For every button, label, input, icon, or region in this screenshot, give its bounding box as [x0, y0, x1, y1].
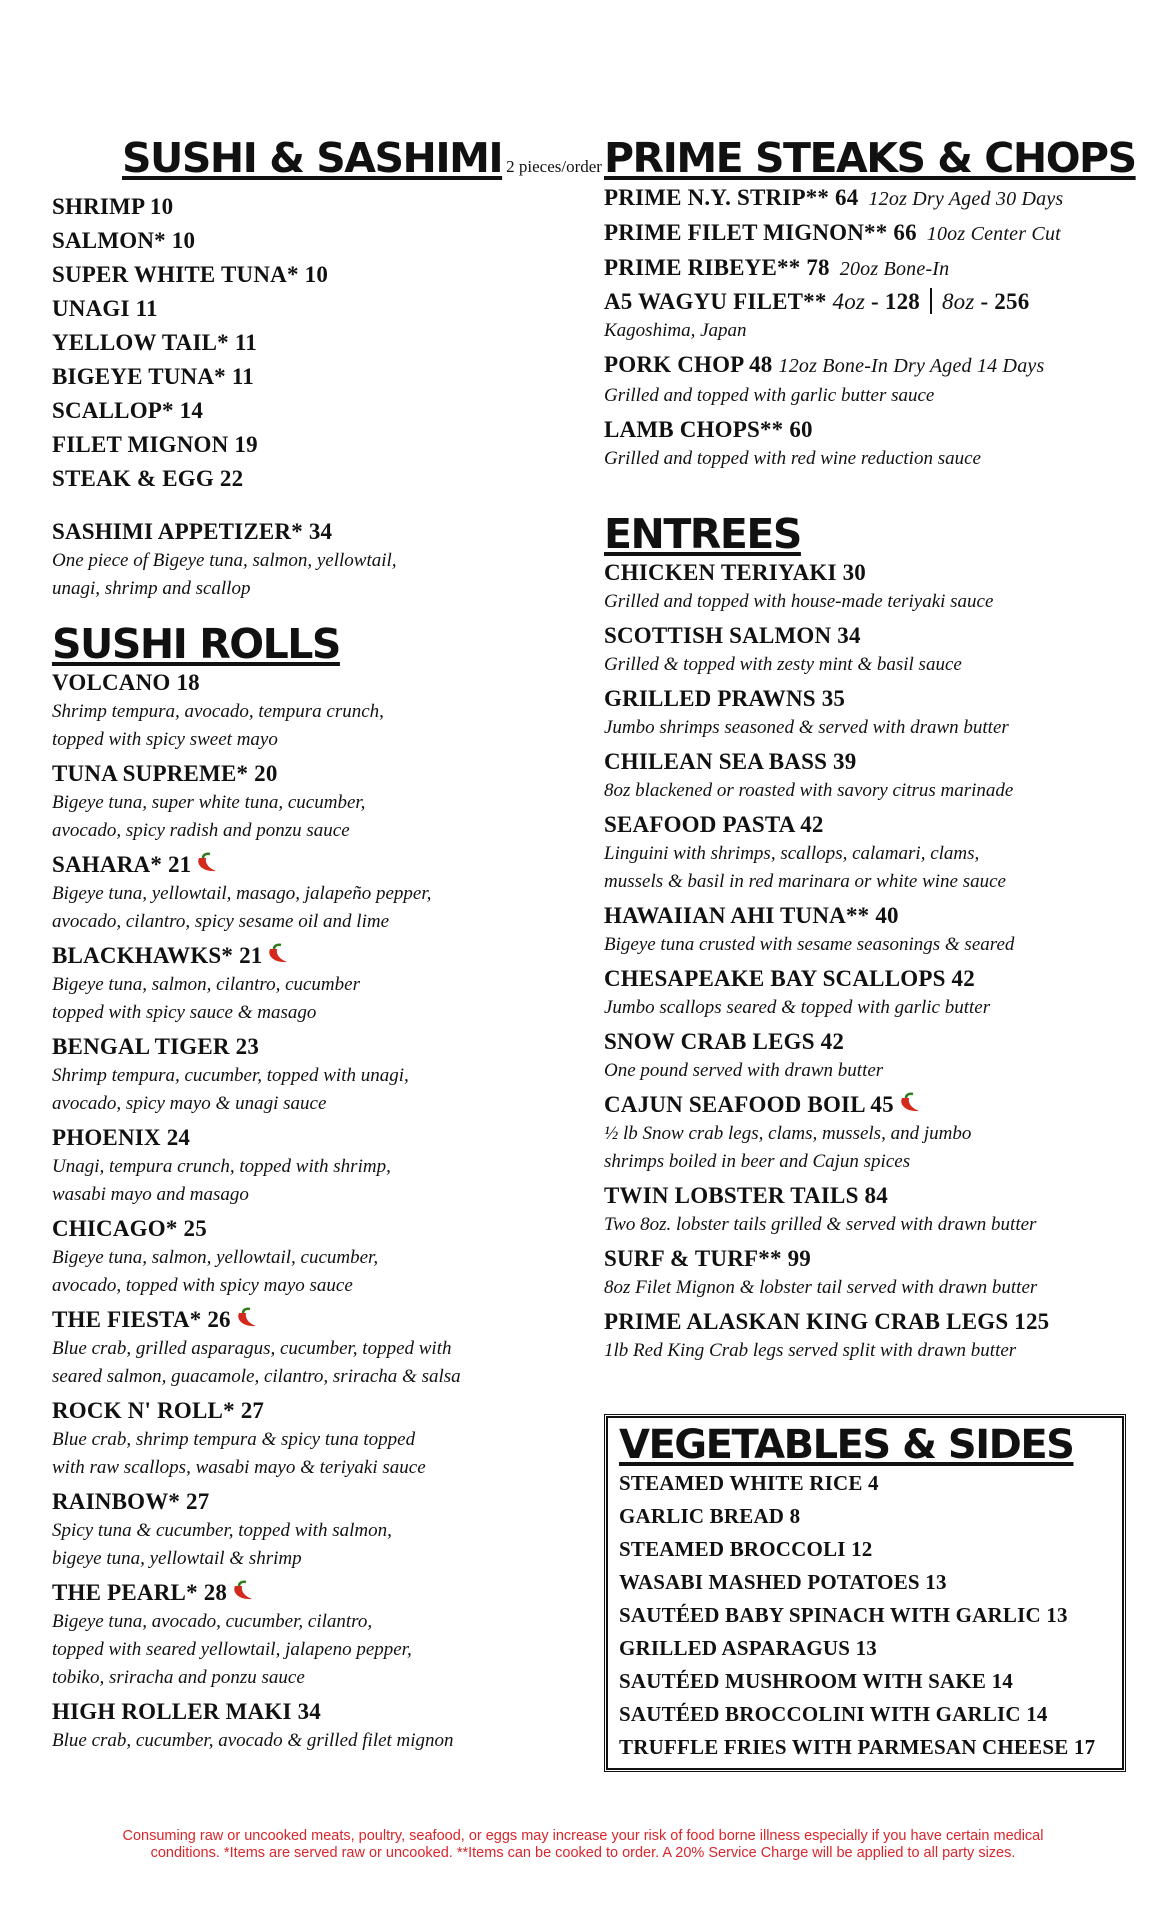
menu-item: BIGEYE TUNA* 11 [52, 364, 254, 389]
menu-item: WASABI MASHED POTATOES 13 [619, 1570, 947, 1594]
roll-item [52, 758, 577, 845]
entree-item [604, 1180, 1136, 1239]
menu-item-name: RAINBOW* 27 [52, 1489, 210, 1514]
entree-item [604, 557, 1136, 616]
menu-item-description: Grilled and topped with red wine reduction sauce [604, 448, 981, 469]
sushi-rolls-list [52, 667, 577, 1755]
menu-item-name: A5 WAGYU FILET** 4oz - 128 8oz - 256 [604, 289, 1030, 314]
menu-item-description: avocado, spicy mayo & unagi sauce [52, 1093, 327, 1114]
pork-chop-item [604, 349, 1136, 410]
menu-item-description: Grilled & topped with zesty mint & basil sauce [604, 654, 962, 675]
menu-item-description: topped with spicy sauce & masago [52, 1002, 317, 1023]
menu-item: GARLIC BREAD 8 [619, 1504, 801, 1528]
menu-item-name: TUNA SUPREME* 20 [52, 761, 278, 786]
menu-item-name: CHICKEN TERIYAKI 30 [604, 560, 866, 585]
menu-item: TRUFFLE FRIES WITH PARMESAN CHEESE 17 [619, 1735, 1096, 1759]
menu-item-description: topped with spicy sweet mayo [52, 729, 278, 750]
menu-item: GRILLED ASPARAGUS 13 [619, 1636, 877, 1660]
menu-item-name: GRILLED PRAWNS 35 [604, 686, 846, 711]
menu-item-description: ½ lb Snow crab legs, clams, mussels, and jumbo [604, 1123, 972, 1144]
menu-item-description: Spicy tuna & cucumber, topped with salmon, [52, 1520, 392, 1541]
divider [930, 288, 932, 314]
menu-item: YELLOW TAIL* 11 [52, 330, 257, 355]
menu-item-description: Linguini with shrimps, scallops, calamari, clams, [604, 843, 980, 864]
menu-item-description: Blue crab, shrimp tempura & spicy tuna topped [52, 1429, 416, 1450]
roll-item [52, 1696, 577, 1755]
entree-item [604, 1243, 1136, 1302]
vegetables-sides-heading: VEGETABLES & SIDES [619, 1422, 1074, 1468]
menu-item: STEAMED BROCCOLI 12 [619, 1537, 873, 1561]
roll-item [52, 1213, 577, 1300]
sashimi-appetizer [52, 516, 577, 603]
sushi-sashimi-heading: SUSHI & SASHIMI 2 pieces/order [52, 135, 577, 190]
chili-pepper-icon [194, 852, 222, 874]
entrees-list [604, 557, 1136, 1365]
roll-item [52, 940, 577, 1027]
menu-item: SAUTÉED BROCCOLINI WITH GARLIC 14 [619, 1702, 1048, 1726]
right-column [604, 135, 1136, 1369]
vegetables-sides-box [604, 1414, 1126, 1772]
roll-item [52, 1486, 577, 1573]
menu-item-name: HAWAIIAN AHI TUNA** 40 [604, 903, 899, 928]
menu-item-name: SASHIMI APPETIZER* 34 [52, 519, 333, 544]
menu-item-name: VOLCANO 18 [52, 670, 200, 695]
roll-item [52, 1122, 577, 1209]
menu-item-description: unagi, shrimp and scallop [52, 578, 251, 599]
pieces-per-order-note: 2 pieces/order [506, 157, 602, 176]
menu-item-description: Jumbo shrimps seasoned & served with drawn butter [604, 717, 1009, 738]
menu-item-description: bigeye tuna, yellowtail & shrimp [52, 1548, 302, 1569]
menu-item: PRIME FILET MIGNON** 66 10oz Center Cut [604, 220, 1061, 245]
sides-list [619, 1467, 1111, 1764]
menu-item-description: Shrimp tempura, cucumber, topped with unagi, [52, 1065, 409, 1086]
menu-item-description: Shrimp tempura, avocado, tempura crunch, [52, 701, 384, 722]
menu-item-name: ROCK N' ROLL* 27 [52, 1398, 265, 1423]
menu-item-description: 1lb Red King Crab legs served split with drawn butter [604, 1340, 1017, 1361]
menu-item-description: Jumbo scallops seared & topped with garlic butter [604, 997, 991, 1018]
menu-item: PRIME RIBEYE** 78 20oz Bone-In [604, 255, 950, 280]
menu-item-description: tobiko, sriracha and ponzu sauce [52, 1667, 305, 1688]
menu-item-description: One pound served with drawn butter [604, 1060, 884, 1081]
roll-item [52, 667, 577, 754]
menu-item: FILET MIGNON 19 [52, 432, 258, 457]
menu-item-description: mussels & basil in red marinara or white wine sauce [604, 871, 1006, 892]
menu-item-name: SURF & TURF** 99 [604, 1246, 812, 1271]
menu-item-description: One piece of Bigeye tuna, salmon, yellowtail, [52, 550, 397, 571]
menu-item-name: THE PEARL* 28 [52, 1577, 577, 1608]
menu-item-description: Unagi, tempura crunch, topped with shrimp, [52, 1156, 391, 1177]
menu-item-description: Bigeye tuna, salmon, yellowtail, cucumber, [52, 1247, 379, 1268]
menu-item-name: BLACKHAWKS* 21 [52, 940, 577, 971]
menu-item-name: CHESAPEAKE BAY SCALLOPS 42 [604, 966, 975, 991]
menu-item-description: with raw scallops, wasabi mayo & teriyaki sauce [52, 1457, 426, 1478]
roll-item [52, 1577, 577, 1692]
menu-item-description: Grilled and topped with house-made teriyaki sauce [604, 591, 994, 612]
menu-item-name: CHICAGO* 25 [52, 1216, 207, 1241]
menu-item: SCALLOP* 14 [52, 398, 204, 423]
menu-item-description: topped with seared yellowtail, jalapeno pepper, [52, 1639, 412, 1660]
menu-item: STEAK & EGG 22 [52, 466, 244, 491]
menu-item-description: 8oz Filet Mignon & lobster tail served with drawn butter [604, 1277, 1038, 1298]
menu-item-name: THE FIESTA* 26 [52, 1304, 577, 1335]
menu-item-description: seared salmon, guacamole, cilantro, sriracha & salsa [52, 1366, 461, 1387]
sushi-sashimi-list [52, 190, 577, 496]
menu-item-name: PORK CHOP 48 12oz Bone-In Dry Aged 14 Days [604, 352, 1045, 377]
menu-item-name: PRIME ALASKAN KING CRAB LEGS 125 [604, 1309, 1050, 1334]
menu-item-description: Bigeye tuna, avocado, cucumber, cilantro, [52, 1611, 373, 1632]
entree-item [604, 1026, 1136, 1085]
roll-item [52, 849, 577, 936]
roll-item [52, 1395, 577, 1482]
disclaimer-line: Consuming raw or uncooked meats, poultry, seafood, or eggs may increase your risk of food borne illness especially if you have certain medical [122, 1828, 1044, 1844]
menu-item-name: SEAFOOD PASTA 42 [604, 812, 824, 837]
steaks-heading: PRIME STEAKS & CHOPS [604, 134, 1136, 182]
menu-item-description: avocado, spicy radish and ponzu sauce [52, 820, 350, 841]
entree-item [604, 963, 1136, 1022]
roll-item [52, 1031, 577, 1118]
menu-item-description: Two 8oz. lobster tails grilled & served with drawn butter [604, 1214, 1037, 1235]
sushi-rolls-heading: SUSHI ROLLS [52, 620, 340, 668]
menu-item-description: Bigeye tuna, yellowtail, masago, jalapeño pepper, [52, 883, 432, 904]
left-column [52, 134, 602, 1759]
menu-item-name: SCOTTISH SALMON 34 [604, 623, 861, 648]
chili-pepper-icon [234, 1307, 262, 1329]
menu-item-description: Bigeye tuna, super white tuna, cucumber, [52, 792, 366, 813]
entree-item [604, 1306, 1136, 1365]
chili-pepper-icon [230, 1580, 258, 1602]
menu-item-description: Blue crab, grilled asparagus, cucumber, topped with [52, 1338, 452, 1359]
menu-item-description: Grilled and topped with garlic butter sauce [604, 385, 935, 406]
menu-item-description: Kagoshima, Japan [604, 320, 747, 341]
menu-item: STEAMED WHITE RICE 4 [619, 1471, 879, 1495]
menu-item-description: shrimps boiled in beer and Cajun spices [604, 1151, 911, 1172]
menu-item: SUPER WHITE TUNA* 10 [52, 262, 329, 287]
menu-item-description: avocado, cilantro, spicy sesame oil and lime [52, 911, 390, 932]
menu-item-description: Bigeye tuna crusted with sesame seasonings & seared [604, 934, 1015, 955]
disclaimer-line: conditions. *Items are served raw or uncooked. **Items can be cooked to order. A 20% Service Charge will be applied to all party sizes. [150, 1845, 1016, 1861]
menu-item-description: Blue crab, cucumber, avocado & grilled filet mignon [52, 1730, 454, 1751]
entree-item [604, 746, 1136, 805]
menu-item-name: BENGAL TIGER 23 [52, 1034, 260, 1059]
steaks-list [604, 181, 1136, 473]
menu-item-description: wasabi mayo and masago [52, 1184, 249, 1205]
menu-item-name: SAHARA* 21 [52, 849, 577, 880]
menu-item: SAUTÉED MUSHROOM WITH SAKE 14 [619, 1669, 1013, 1693]
menu-item: SHRIMP 10 [52, 194, 174, 219]
menu-item-name: LAMB CHOPS** 60 [604, 417, 813, 442]
chili-pepper-icon [265, 943, 293, 965]
entree-item [604, 900, 1136, 959]
menu-item-name: PHOENIX 24 [52, 1125, 191, 1150]
lamb-chops-item [604, 414, 1136, 473]
menu-item: UNAGI 11 [52, 296, 158, 321]
menu-item: SAUTÉED BABY SPINACH WITH GARLIC 13 [619, 1603, 1068, 1627]
food-safety-disclaimer [120, 1828, 1046, 1862]
menu-item-name: TWIN LOBSTER TAILS 84 [604, 1183, 888, 1208]
menu-item-name: CHILEAN SEA BASS 39 [604, 749, 857, 774]
menu-item-name: HIGH ROLLER MAKI 34 [52, 1699, 321, 1724]
entree-item [604, 809, 1136, 896]
entree-item [604, 683, 1136, 742]
menu-item-name: CAJUN SEAFOOD BOIL 45 [604, 1089, 1136, 1120]
menu-item-description: Bigeye tuna, salmon, cilantro, cucumber [52, 974, 360, 995]
wagyu-item [604, 286, 1136, 345]
chili-pepper-icon [897, 1092, 925, 1114]
entrees-heading: ENTREES [604, 510, 801, 558]
menu-item-name: SNOW CRAB LEGS 42 [604, 1029, 845, 1054]
menu-item-description: 8oz blackened or roasted with savory citrus marinade [604, 780, 1014, 801]
menu-item-description: avocado, topped with spicy mayo sauce [52, 1275, 353, 1296]
menu-item: SALMON* 10 [52, 228, 196, 253]
menu-item: PRIME N.Y. STRIP** 64 12oz Dry Aged 30 Days [604, 185, 1064, 210]
entree-item [604, 620, 1136, 679]
roll-item [52, 1304, 577, 1391]
entree-item [604, 1089, 1136, 1176]
